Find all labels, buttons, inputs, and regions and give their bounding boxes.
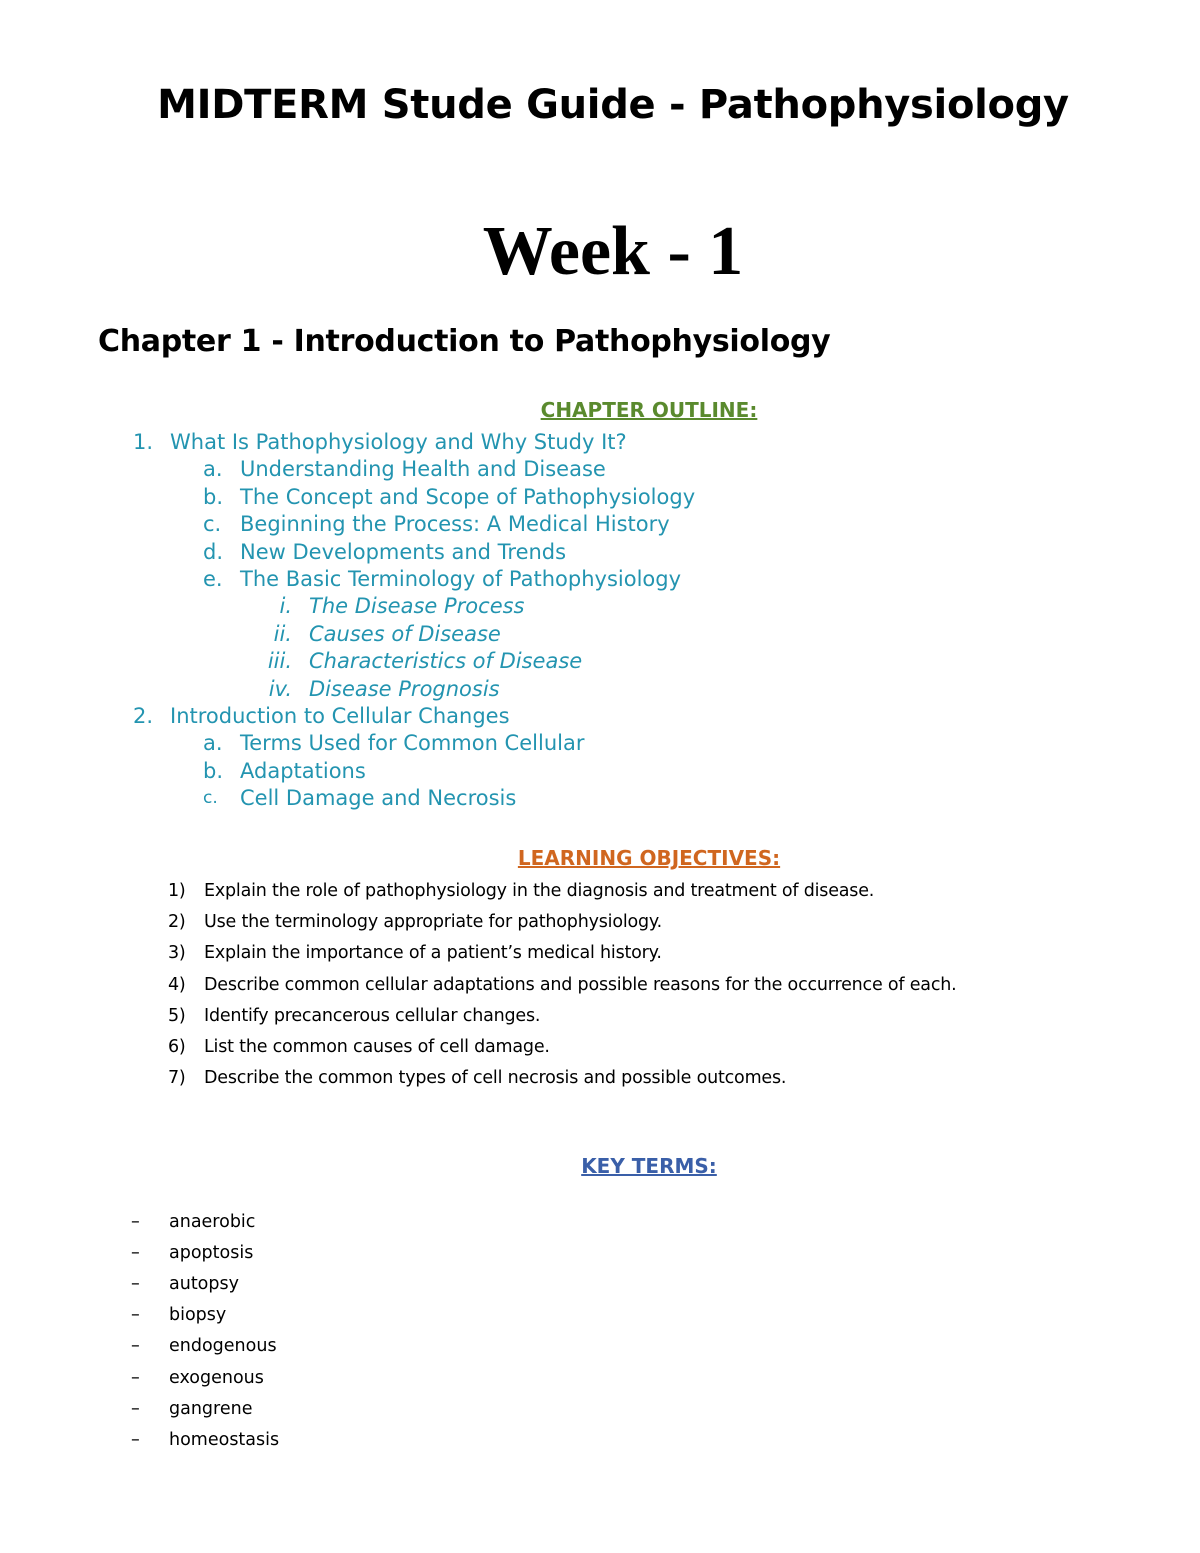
objective-item-marker: 3) [168,943,186,963]
objective-item-text: Describe common cellular adaptations and possible reasons for the occurrence of each. [204,975,957,995]
outline-item-marker: iv. [268,677,292,701]
outline-item-marker: b. [203,759,224,783]
outline-item-text: The Concept and Scope of Pathophysiology [240,485,696,509]
outline-item-marker: b. [203,485,224,509]
outline-item-text: Introduction to Cellular Changes [170,704,510,728]
outline-item-marker: iii. [267,649,292,673]
objective-item-marker: 6) [168,1037,186,1057]
dash-bullet-icon: – [131,1430,140,1450]
objective-item-marker: 4) [168,975,186,995]
outline-item-marker: 1. [133,430,154,454]
outline-item-text: New Developments and Trends [240,540,567,564]
dash-bullet-icon: – [131,1274,140,1294]
objective-item-marker: 5) [168,1006,186,1026]
outline-item-text: Understanding Health and Disease [240,457,606,481]
outline-heading: CHAPTER OUTLINE: [540,398,758,422]
objective-item-marker: 7) [168,1068,186,1088]
objective-item-text: Identify precancerous cellular changes. [204,1006,541,1026]
outline-item-text: Terms Used for Common Cellular [240,731,585,755]
outline-item-text: Beginning the Process: A Medical History [240,512,670,536]
objective-item-text: Explain the importance of a patient’s medical history. [204,943,662,963]
objective-item-marker: 2) [168,912,186,932]
outline-item-text: Adaptations [240,759,366,783]
key-term-text: gangrene [169,1399,253,1419]
dash-bullet-icon: – [131,1336,140,1356]
dash-bullet-icon: – [131,1305,140,1325]
outline-item-marker: a. [203,731,223,755]
key-term-text: biopsy [169,1305,227,1325]
dash-bullet-icon: – [131,1243,140,1263]
dash-bullet-icon: – [131,1212,140,1232]
outline-item-text: What Is Pathophysiology and Why Study It? [170,430,627,454]
outline-item-marker: e. [203,567,223,591]
objective-item-text: Use the terminology appropriate for pathophysiology. [204,912,662,932]
key-term-text: exogenous [169,1368,264,1388]
learning-objectives-heading: LEARNING OBJECTIVES: [517,846,781,870]
dash-bullet-icon: – [131,1399,140,1419]
week-heading: Week - 1 [482,213,744,290]
chapter-heading: Chapter 1 - Introduction to Pathophysiology [98,324,831,359]
document-title: MIDTERM Stude Guide - Pathophysiology [157,82,1069,128]
objective-item-text: Explain the role of pathophysiology in the diagnosis and treatment of disease. [204,881,875,901]
outline-item-marker: c. [203,512,222,536]
outline-item-marker: d. [203,540,224,564]
key-term-text: autopsy [169,1274,239,1294]
objective-item-text: Describe the common types of cell necrosis and possible outcomes. [204,1068,787,1088]
objective-item-text: List the common causes of cell damage. [204,1037,550,1057]
key-term-text: anaerobic [169,1212,256,1232]
key-term-text: endogenous [169,1336,277,1356]
outline-item-marker: a. [203,457,223,481]
outline-item-marker: c. [203,788,218,808]
outline-item-text: The Basic Terminology of Pathophysiology [240,567,682,591]
outline-item-text: Characteristics of Disease [309,649,583,673]
dash-bullet-icon: – [131,1368,140,1388]
outline-item-text: Causes of Disease [309,622,501,646]
key-term-text: homeostasis [169,1430,280,1450]
outline-item-text: The Disease Process [309,594,525,618]
outline-item-marker: i. [279,594,292,618]
outline-item-marker: ii. [273,622,292,646]
key-terms-heading: KEY TERMS: [581,1154,717,1178]
outline-item-marker: 2. [133,704,154,728]
outline-item-text: Cell Damage and Necrosis [240,786,517,810]
outline-item-text: Disease Prognosis [309,677,500,701]
objective-item-marker: 1) [168,881,186,901]
key-term-text: apoptosis [169,1243,254,1263]
